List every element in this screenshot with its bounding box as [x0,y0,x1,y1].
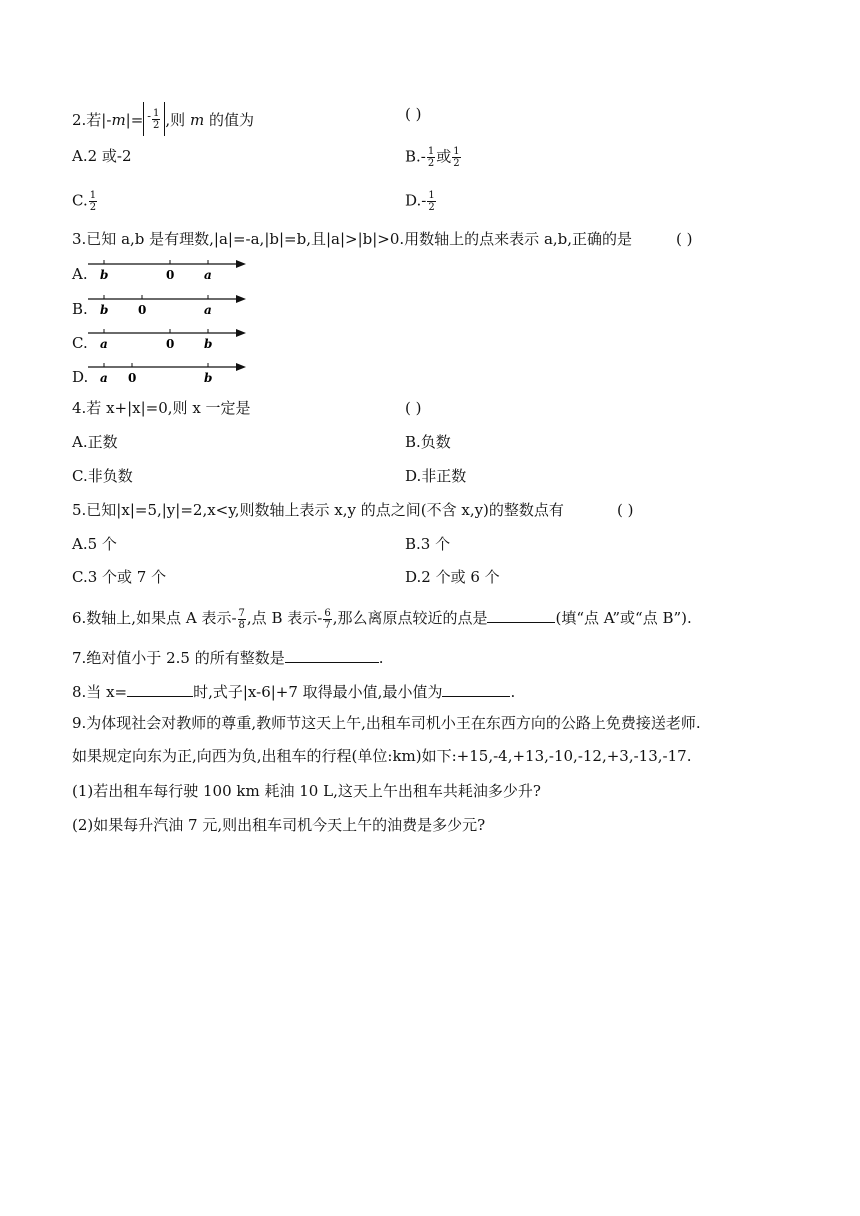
q3-option-c-label: C. [72,334,88,352]
q7-answer-blank[interactable] [285,646,379,663]
question-9-line-1: 9.为体现社会对教师的尊重,教师节这天上午,出租车司机小王在东西方向的公路上免费接送老师. [72,714,701,732]
tick-label: b [100,303,109,317]
frac-den: 8 [238,619,245,631]
q2-option-c-prefix: C. [72,191,88,210]
q2-option-b-prefix: B.- [405,147,426,166]
frac-den: 7 [324,619,331,631]
q2-option-b-or: 或 [436,147,452,166]
q2-frac-sign: - [147,109,152,123]
q6-mid: ,点 B 表示- [246,609,323,627]
q3-option-d-label: D. [72,368,89,386]
q5-answer-paren: ( ) [617,501,634,519]
q2-var-m: m [111,111,126,129]
q4-option-a: A.正数 [72,433,118,451]
tick-label: a [100,337,108,351]
q8-answer-blank-min[interactable] [442,680,510,697]
q2-option-c [72,190,98,213]
q4-answer-paren: ( ) [405,399,422,417]
tick-label: 0 [138,303,147,317]
q6-pre: 6.数轴上,如果点 A 表示- [72,609,237,627]
q3-option-a-label: A. [72,265,88,283]
question-5-stem: 5.已知|x|=5,|y|=2,x<y,则数轴上表示 x,y 的点之间(不含 x,y)的整数点有 [72,501,564,519]
tick-label: 0 [128,371,137,385]
tick-label: a [204,268,212,282]
q7-pre: 7.绝对值小于 2.5 的所有整数是 [72,649,285,667]
question-2-stem [72,104,254,138]
number-line-b [86,291,248,317]
frac-num: 1 [428,190,435,201]
q4-option-d: D.非正数 [405,467,467,485]
q6-answer-blank[interactable] [487,606,555,623]
number-line-d [86,359,248,385]
frac-den: 2 [427,158,435,169]
q8-answer-blank-x[interactable] [127,680,193,697]
frac-num: 1 [89,190,97,201]
q2-suffix2: 的值为 [204,111,254,129]
q5-option-c: C.3 个或 7 个 [72,568,167,586]
tick-label: 0 [166,268,175,282]
frac-den: 2 [428,202,435,213]
question-7-stem [72,646,384,668]
tick-label: b [204,337,213,351]
question-6-stem [72,606,692,631]
frac-num: 1 [453,146,460,157]
q2-option-b-frac1 [427,146,435,169]
frac-num: 7 [238,607,245,619]
q5-option-b: B.3 个 [405,535,451,553]
question-4-stem: 4.若 x+|x|=0,则 x 一定是 [72,399,251,417]
q2-option-a: A.2 或-2 [72,147,132,165]
q6-post2: (填“点 A”或“点 B”). [555,609,692,627]
q2-option-b-frac2 [452,146,460,169]
q2-frac-num: 1 [153,108,160,119]
q2-option-d [405,190,437,213]
q8-pre: 8.当 x= [72,683,128,701]
question-9-part-1: (1)若出租车每行驶 100 km 耗油 10 L,这天上午出租车共耗油多少升? [72,782,541,800]
tick-label: 0 [166,337,175,351]
q2-mid: |= [125,111,144,129]
q2-option-d-prefix: D.- [405,191,427,210]
q5-option-a: A.5 个 [72,535,117,553]
q4-option-b: B.负数 [405,433,451,451]
question-9-part-2: (2)如果每升汽油 7 元,则出租车司机今天上午的油费是多少元? [72,816,486,834]
tick-label: b [204,371,213,385]
tick-label: a [204,303,212,317]
q8-mid: 时,式子|x-6|+7 取得最小值,最小值为 [193,683,443,701]
number-line-c [86,325,248,351]
frac-num: 1 [427,146,435,157]
q2-abs-fraction [143,102,165,136]
q6-fraction-b [323,608,331,631]
q2-option-d-frac [427,190,435,213]
frac-den: 2 [453,158,460,169]
q2-option-b [405,146,462,169]
q3-answer-paren: ( ) [676,230,693,248]
q4-option-c: C.非负数 [72,467,133,485]
tick-label: a [100,371,108,385]
question-3-stem: 3.已知 a,b 是有理数,|a|=-a,|b|=b,且|a|>|b|>0.用数轴上的点来表示 a,b,正确的是 [72,230,633,248]
q2-prefix: 2.若|- [72,111,112,129]
q2-frac-den: 2 [153,120,160,131]
frac-den: 2 [89,202,97,213]
frac-num: 6 [324,607,331,619]
tick-label: b [100,268,109,282]
q2-suffix1: ,则 [165,111,190,129]
q2-fraction [152,108,160,131]
q6-fraction-a [238,608,246,631]
q5-option-d: D.2 个或 6 个 [405,568,500,586]
question-9-line-2: 如果规定向东为正,向西为负,出租车的行程(单位:km)如下:+15,-4,+13,-10,-12,+3,-13,-17. [72,747,692,765]
q7-post: . [378,649,384,667]
q2-var-m2: m [189,111,205,129]
q8-post: . [510,683,516,701]
q3-option-b-label: B. [72,300,88,318]
q2-option-c-frac [89,190,97,213]
q2-answer-paren: ( ) [405,105,422,123]
number-line-a [86,256,248,282]
q6-post1: ,那么离原点较近的点是 [332,609,488,627]
question-8-stem [72,680,515,702]
